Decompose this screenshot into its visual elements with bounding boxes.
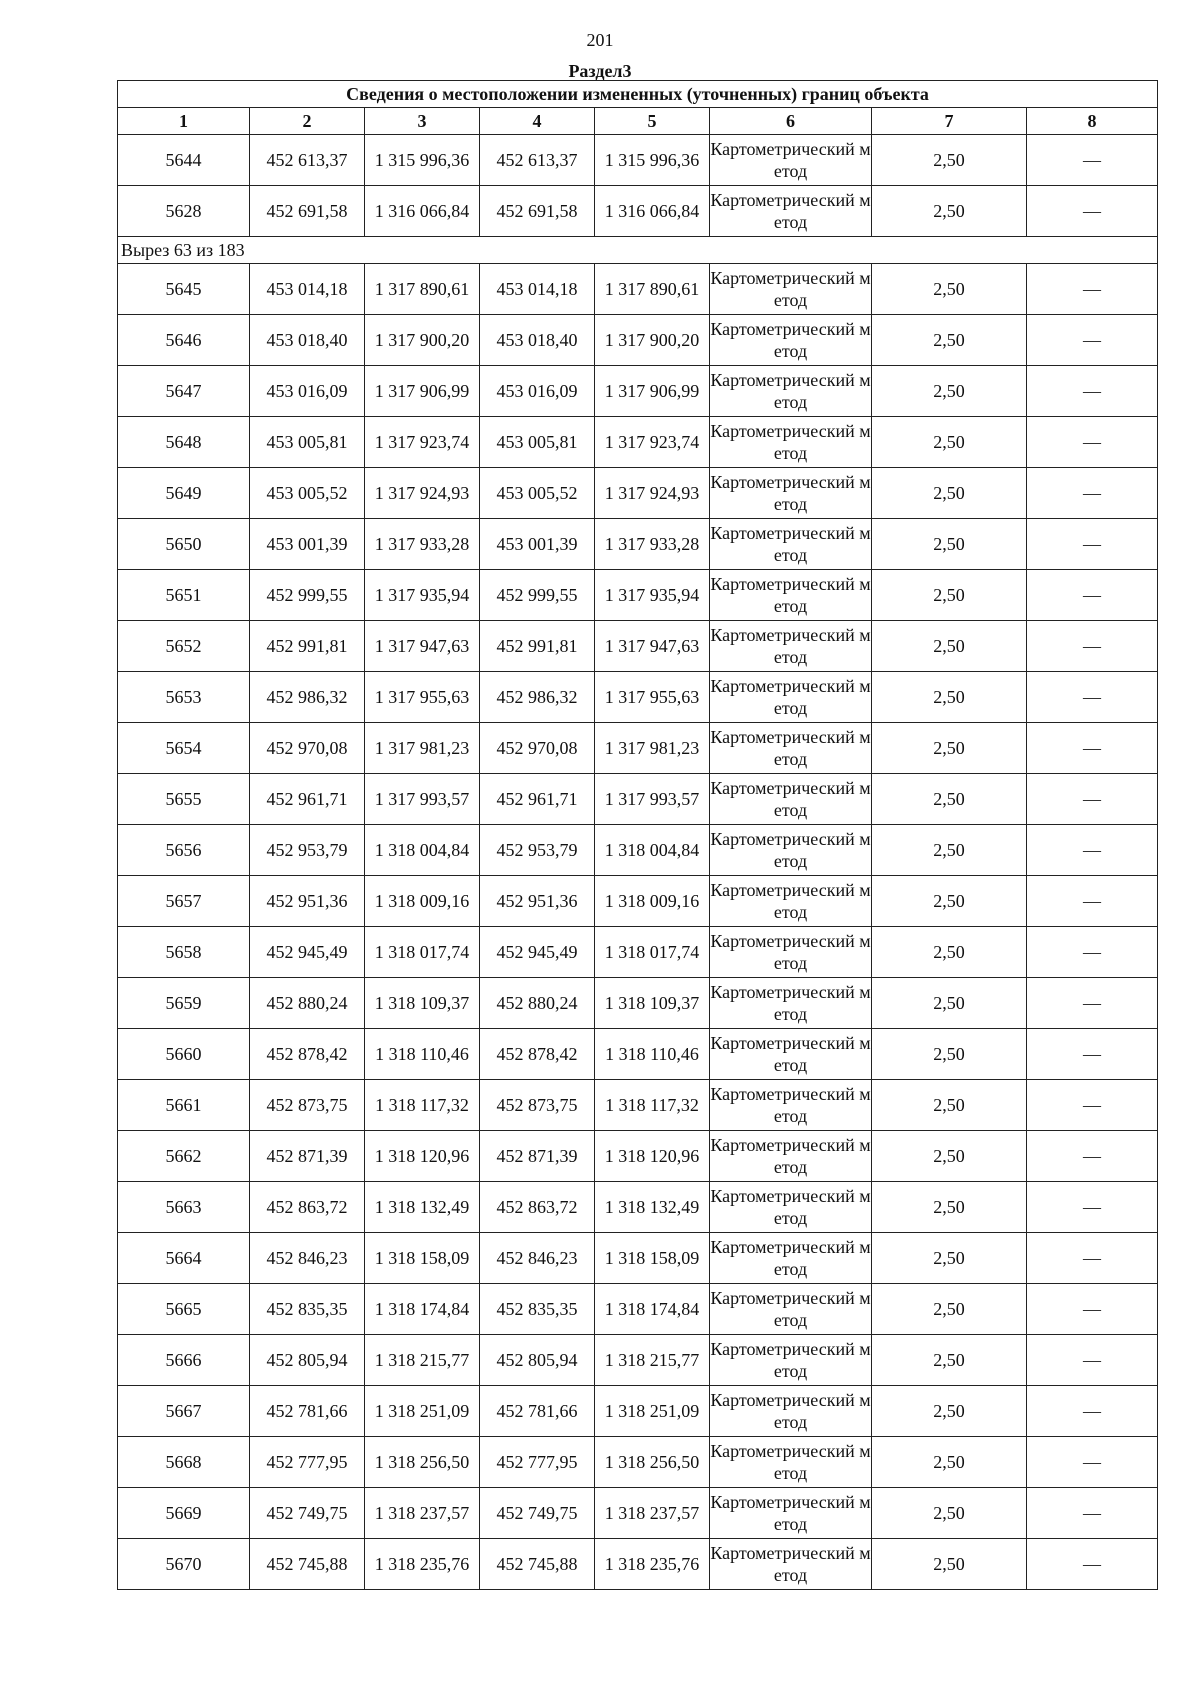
refined-y-cell: 1 318 120,96	[595, 1131, 710, 1182]
cut-marker-label: Вырез 63 из 183	[118, 237, 1158, 264]
refined-y-cell: 1 318 237,57	[595, 1488, 710, 1539]
method-cell: Картометрический метод	[710, 1386, 872, 1437]
refined-y-cell: 1 317 947,63	[595, 621, 710, 672]
refined-y-cell: 1 318 215,77	[595, 1335, 710, 1386]
method-cell: Картометрический метод	[710, 723, 872, 774]
table-caption: Сведения о местоположении измененных (уточненных) границ объекта	[118, 81, 1158, 108]
accuracy-cell: 2,50	[872, 1131, 1027, 1182]
existing-x-cell: 452 777,95	[250, 1437, 365, 1488]
refined-x-cell: 452 945,49	[480, 927, 595, 978]
refined-y-cell: 1 318 110,46	[595, 1029, 710, 1080]
table-row	[118, 876, 1158, 927]
point-number-cell: 5628	[118, 186, 250, 237]
existing-x-cell: 453 005,52	[250, 468, 365, 519]
existing-x-cell: 452 880,24	[250, 978, 365, 1029]
existing-y-cell: 1 317 890,61	[365, 264, 480, 315]
existing-y-cell: 1 317 906,99	[365, 366, 480, 417]
refined-y-cell: 1 317 935,94	[595, 570, 710, 621]
refined-x-cell: 452 691,58	[480, 186, 595, 237]
method-cell: Картометрический метод	[710, 978, 872, 1029]
table-row	[118, 315, 1158, 366]
method-cell: Картометрический метод	[710, 774, 872, 825]
table-row	[118, 825, 1158, 876]
existing-x-cell: 452 745,88	[250, 1539, 365, 1590]
accuracy-cell: 2,50	[872, 315, 1027, 366]
point-number-cell: 5664	[118, 1233, 250, 1284]
accuracy-cell: 2,50	[872, 1488, 1027, 1539]
accuracy-cell: 2,50	[872, 1284, 1027, 1335]
note-cell: —	[1027, 621, 1158, 672]
point-number-cell: 5667	[118, 1386, 250, 1437]
method-cell: Картометрический метод	[710, 876, 872, 927]
existing-y-cell: 1 317 947,63	[365, 621, 480, 672]
refined-y-cell: 1 316 066,84	[595, 186, 710, 237]
table-row	[118, 366, 1158, 417]
existing-y-cell: 1 315 996,36	[365, 135, 480, 186]
existing-y-cell: 1 317 935,94	[365, 570, 480, 621]
table-row	[118, 927, 1158, 978]
existing-x-cell: 452 945,49	[250, 927, 365, 978]
refined-y-cell: 1 317 933,28	[595, 519, 710, 570]
refined-y-cell: 1 317 955,63	[595, 672, 710, 723]
existing-y-cell: 1 317 981,23	[365, 723, 480, 774]
existing-x-cell: 452 613,37	[250, 135, 365, 186]
existing-x-cell: 452 999,55	[250, 570, 365, 621]
boundary-coordinates-table	[117, 80, 1158, 1590]
note-cell: —	[1027, 1131, 1158, 1182]
refined-x-cell: 452 805,94	[480, 1335, 595, 1386]
method-cell: Картометрический метод	[710, 519, 872, 570]
table-row	[118, 519, 1158, 570]
note-cell: —	[1027, 1539, 1158, 1590]
table-row	[118, 1437, 1158, 1488]
note-cell: —	[1027, 876, 1158, 927]
method-cell: Картометрический метод	[710, 264, 872, 315]
note-cell: —	[1027, 264, 1158, 315]
existing-x-cell: 452 805,94	[250, 1335, 365, 1386]
note-cell: —	[1027, 672, 1158, 723]
note-cell: —	[1027, 135, 1158, 186]
refined-x-cell: 452 951,36	[480, 876, 595, 927]
existing-y-cell: 1 317 900,20	[365, 315, 480, 366]
existing-x-cell: 452 749,75	[250, 1488, 365, 1539]
refined-y-cell: 1 315 996,36	[595, 135, 710, 186]
method-cell: Картометрический метод	[710, 621, 872, 672]
section-title: Раздел3	[568, 61, 632, 81]
table-row	[118, 1080, 1158, 1131]
note-cell: —	[1027, 1386, 1158, 1437]
table-row	[118, 186, 1158, 237]
accuracy-cell: 2,50	[872, 1080, 1027, 1131]
point-number-cell: 5646	[118, 315, 250, 366]
refined-x-cell: 452 991,81	[480, 621, 595, 672]
column-header: 7	[872, 108, 1027, 135]
note-cell: —	[1027, 315, 1158, 366]
method-cell: Картометрический метод	[710, 1029, 872, 1080]
method-cell: Картометрический метод	[710, 1335, 872, 1386]
table-row	[118, 1233, 1158, 1284]
point-number-cell: 5644	[118, 135, 250, 186]
accuracy-cell: 2,50	[872, 1029, 1027, 1080]
table-row	[118, 1335, 1158, 1386]
existing-x-cell: 452 961,71	[250, 774, 365, 825]
existing-y-cell: 1 318 251,09	[365, 1386, 480, 1437]
existing-x-cell: 452 986,32	[250, 672, 365, 723]
refined-y-cell: 1 317 923,74	[595, 417, 710, 468]
existing-x-cell: 452 873,75	[250, 1080, 365, 1131]
existing-y-cell: 1 318 215,77	[365, 1335, 480, 1386]
existing-y-cell: 1 317 933,28	[365, 519, 480, 570]
point-number-cell: 5647	[118, 366, 250, 417]
existing-x-cell: 452 781,66	[250, 1386, 365, 1437]
method-cell: Картометрический метод	[710, 672, 872, 723]
point-number-cell: 5649	[118, 468, 250, 519]
refined-x-cell: 452 953,79	[480, 825, 595, 876]
refined-x-cell: 453 001,39	[480, 519, 595, 570]
refined-x-cell: 452 970,08	[480, 723, 595, 774]
refined-y-cell: 1 318 158,09	[595, 1233, 710, 1284]
existing-y-cell: 1 318 158,09	[365, 1233, 480, 1284]
existing-y-cell: 1 316 066,84	[365, 186, 480, 237]
refined-y-cell: 1 318 132,49	[595, 1182, 710, 1233]
column-header-row	[118, 108, 1158, 135]
column-header: 2	[250, 108, 365, 135]
table-caption-row	[118, 81, 1158, 108]
table-row	[118, 570, 1158, 621]
note-cell: —	[1027, 774, 1158, 825]
accuracy-cell: 2,50	[872, 186, 1027, 237]
note-cell: —	[1027, 519, 1158, 570]
refined-x-cell: 452 749,75	[480, 1488, 595, 1539]
point-number-cell: 5666	[118, 1335, 250, 1386]
accuracy-cell: 2,50	[872, 366, 1027, 417]
method-cell: Картометрический метод	[710, 570, 872, 621]
existing-y-cell: 1 318 256,50	[365, 1437, 480, 1488]
refined-x-cell: 452 613,37	[480, 135, 595, 186]
accuracy-cell: 2,50	[872, 1386, 1027, 1437]
method-cell: Картометрический метод	[710, 927, 872, 978]
refined-x-cell: 452 846,23	[480, 1233, 595, 1284]
refined-y-cell: 1 318 235,76	[595, 1539, 710, 1590]
accuracy-cell: 2,50	[872, 825, 1027, 876]
accuracy-cell: 2,50	[872, 1335, 1027, 1386]
refined-x-cell: 452 863,72	[480, 1182, 595, 1233]
column-header: 4	[480, 108, 595, 135]
existing-y-cell: 1 318 132,49	[365, 1182, 480, 1233]
point-number-cell: 5659	[118, 978, 250, 1029]
existing-x-cell: 452 835,35	[250, 1284, 365, 1335]
point-number-cell: 5645	[118, 264, 250, 315]
existing-y-cell: 1 318 174,84	[365, 1284, 480, 1335]
note-cell: —	[1027, 366, 1158, 417]
existing-x-cell: 452 878,42	[250, 1029, 365, 1080]
existing-y-cell: 1 318 017,74	[365, 927, 480, 978]
column-header: 5	[595, 108, 710, 135]
refined-x-cell: 452 961,71	[480, 774, 595, 825]
existing-x-cell: 453 016,09	[250, 366, 365, 417]
refined-x-cell: 452 880,24	[480, 978, 595, 1029]
table-row	[118, 1539, 1158, 1590]
note-cell: —	[1027, 468, 1158, 519]
existing-x-cell: 452 871,39	[250, 1131, 365, 1182]
existing-x-cell: 453 005,81	[250, 417, 365, 468]
table-row	[118, 417, 1158, 468]
note-cell: —	[1027, 978, 1158, 1029]
refined-y-cell: 1 317 981,23	[595, 723, 710, 774]
accuracy-cell: 2,50	[872, 135, 1027, 186]
refined-x-cell: 452 986,32	[480, 672, 595, 723]
table-row	[118, 978, 1158, 1029]
existing-y-cell: 1 317 955,63	[365, 672, 480, 723]
point-number-cell: 5650	[118, 519, 250, 570]
refined-y-cell: 1 317 890,61	[595, 264, 710, 315]
refined-y-cell: 1 317 924,93	[595, 468, 710, 519]
note-cell: —	[1027, 417, 1158, 468]
table-row	[118, 672, 1158, 723]
refined-y-cell: 1 318 174,84	[595, 1284, 710, 1335]
existing-x-cell: 452 953,79	[250, 825, 365, 876]
accuracy-cell: 2,50	[872, 519, 1027, 570]
table-row	[118, 1029, 1158, 1080]
accuracy-cell: 2,50	[872, 1437, 1027, 1488]
refined-x-cell: 452 835,35	[480, 1284, 595, 1335]
existing-x-cell: 452 846,23	[250, 1233, 365, 1284]
refined-x-cell: 452 781,66	[480, 1386, 595, 1437]
refined-x-cell: 452 999,55	[480, 570, 595, 621]
method-cell: Картометрический метод	[710, 315, 872, 366]
point-number-cell: 5655	[118, 774, 250, 825]
existing-y-cell: 1 318 009,16	[365, 876, 480, 927]
table-row	[118, 1488, 1158, 1539]
point-number-cell: 5669	[118, 1488, 250, 1539]
point-number-cell: 5665	[118, 1284, 250, 1335]
accuracy-cell: 2,50	[872, 723, 1027, 774]
refined-y-cell: 1 317 900,20	[595, 315, 710, 366]
point-number-cell: 5663	[118, 1182, 250, 1233]
existing-x-cell: 452 951,36	[250, 876, 365, 927]
note-cell: —	[1027, 825, 1158, 876]
point-number-cell: 5652	[118, 621, 250, 672]
cut-marker-row	[118, 237, 1158, 264]
refined-x-cell: 452 745,88	[480, 1539, 595, 1590]
existing-y-cell: 1 318 004,84	[365, 825, 480, 876]
method-cell: Картометрический метод	[710, 366, 872, 417]
refined-x-cell: 452 878,42	[480, 1029, 595, 1080]
refined-y-cell: 1 317 906,99	[595, 366, 710, 417]
point-number-cell: 5654	[118, 723, 250, 774]
note-cell: —	[1027, 927, 1158, 978]
existing-x-cell: 453 014,18	[250, 264, 365, 315]
refined-y-cell: 1 317 993,57	[595, 774, 710, 825]
method-cell: Картометрический метод	[710, 1080, 872, 1131]
note-cell: —	[1027, 1080, 1158, 1131]
refined-x-cell: 453 005,81	[480, 417, 595, 468]
point-number-cell: 5660	[118, 1029, 250, 1080]
point-number-cell: 5658	[118, 927, 250, 978]
point-number-cell: 5668	[118, 1437, 250, 1488]
table-row	[118, 1182, 1158, 1233]
accuracy-cell: 2,50	[872, 570, 1027, 621]
point-number-cell: 5662	[118, 1131, 250, 1182]
table-row	[118, 1386, 1158, 1437]
point-number-cell: 5670	[118, 1539, 250, 1590]
existing-x-cell: 452 991,81	[250, 621, 365, 672]
point-number-cell: 5648	[118, 417, 250, 468]
table-row	[118, 264, 1158, 315]
method-cell: Картометрический метод	[710, 1284, 872, 1335]
column-header: 8	[1027, 108, 1158, 135]
note-cell: —	[1027, 1284, 1158, 1335]
refined-y-cell: 1 318 017,74	[595, 927, 710, 978]
accuracy-cell: 2,50	[872, 927, 1027, 978]
point-number-cell: 5656	[118, 825, 250, 876]
refined-x-cell: 452 873,75	[480, 1080, 595, 1131]
accuracy-cell: 2,50	[872, 1233, 1027, 1284]
table-row	[118, 621, 1158, 672]
accuracy-cell: 2,50	[872, 978, 1027, 1029]
method-cell: Картометрический метод	[710, 135, 872, 186]
point-number-cell: 5661	[118, 1080, 250, 1131]
table-row	[118, 1131, 1158, 1182]
note-cell: —	[1027, 186, 1158, 237]
refined-y-cell: 1 318 117,32	[595, 1080, 710, 1131]
refined-y-cell: 1 318 256,50	[595, 1437, 710, 1488]
note-cell: —	[1027, 1437, 1158, 1488]
existing-x-cell: 452 970,08	[250, 723, 365, 774]
refined-x-cell: 452 871,39	[480, 1131, 595, 1182]
refined-y-cell: 1 318 009,16	[595, 876, 710, 927]
refined-y-cell: 1 318 004,84	[595, 825, 710, 876]
existing-x-cell: 453 001,39	[250, 519, 365, 570]
accuracy-cell: 2,50	[872, 672, 1027, 723]
method-cell: Картометрический метод	[710, 1488, 872, 1539]
existing-y-cell: 1 317 923,74	[365, 417, 480, 468]
accuracy-cell: 2,50	[872, 264, 1027, 315]
page-number: 201	[586, 30, 614, 50]
accuracy-cell: 2,50	[872, 621, 1027, 672]
accuracy-cell: 2,50	[872, 774, 1027, 825]
existing-y-cell: 1 317 924,93	[365, 468, 480, 519]
existing-y-cell: 1 318 110,46	[365, 1029, 480, 1080]
method-cell: Картометрический метод	[710, 1539, 872, 1590]
column-header: 6	[710, 108, 872, 135]
note-cell: —	[1027, 1182, 1158, 1233]
method-cell: Картометрический метод	[710, 1437, 872, 1488]
column-header: 1	[118, 108, 250, 135]
accuracy-cell: 2,50	[872, 876, 1027, 927]
existing-y-cell: 1 318 109,37	[365, 978, 480, 1029]
method-cell: Картометрический метод	[710, 825, 872, 876]
refined-x-cell: 452 777,95	[480, 1437, 595, 1488]
accuracy-cell: 2,50	[872, 1182, 1027, 1233]
accuracy-cell: 2,50	[872, 1539, 1027, 1590]
existing-y-cell: 1 318 120,96	[365, 1131, 480, 1182]
note-cell: —	[1027, 1335, 1158, 1386]
point-number-cell: 5657	[118, 876, 250, 927]
method-cell: Картометрический метод	[710, 1233, 872, 1284]
method-cell: Картометрический метод	[710, 468, 872, 519]
table-row	[118, 468, 1158, 519]
point-number-cell: 5653	[118, 672, 250, 723]
method-cell: Картометрический метод	[710, 186, 872, 237]
note-cell: —	[1027, 1029, 1158, 1080]
accuracy-cell: 2,50	[872, 468, 1027, 519]
method-cell: Картометрический метод	[710, 1131, 872, 1182]
refined-y-cell: 1 318 109,37	[595, 978, 710, 1029]
existing-x-cell: 452 863,72	[250, 1182, 365, 1233]
table-row	[118, 723, 1158, 774]
method-cell: Картометрический метод	[710, 1182, 872, 1233]
existing-y-cell: 1 317 993,57	[365, 774, 480, 825]
column-header: 3	[365, 108, 480, 135]
refined-x-cell: 453 005,52	[480, 468, 595, 519]
table-row	[118, 135, 1158, 186]
method-cell: Картометрический метод	[710, 417, 872, 468]
table-row	[118, 1284, 1158, 1335]
note-cell: —	[1027, 1488, 1158, 1539]
existing-y-cell: 1 318 235,76	[365, 1539, 480, 1590]
note-cell: —	[1027, 723, 1158, 774]
existing-x-cell: 452 691,58	[250, 186, 365, 237]
note-cell: —	[1027, 1233, 1158, 1284]
refined-x-cell: 453 018,40	[480, 315, 595, 366]
refined-x-cell: 453 016,09	[480, 366, 595, 417]
note-cell: —	[1027, 570, 1158, 621]
table-row	[118, 774, 1158, 825]
existing-y-cell: 1 318 237,57	[365, 1488, 480, 1539]
existing-x-cell: 453 018,40	[250, 315, 365, 366]
point-number-cell: 5651	[118, 570, 250, 621]
accuracy-cell: 2,50	[872, 417, 1027, 468]
refined-x-cell: 453 014,18	[480, 264, 595, 315]
existing-y-cell: 1 318 117,32	[365, 1080, 480, 1131]
refined-y-cell: 1 318 251,09	[595, 1386, 710, 1437]
